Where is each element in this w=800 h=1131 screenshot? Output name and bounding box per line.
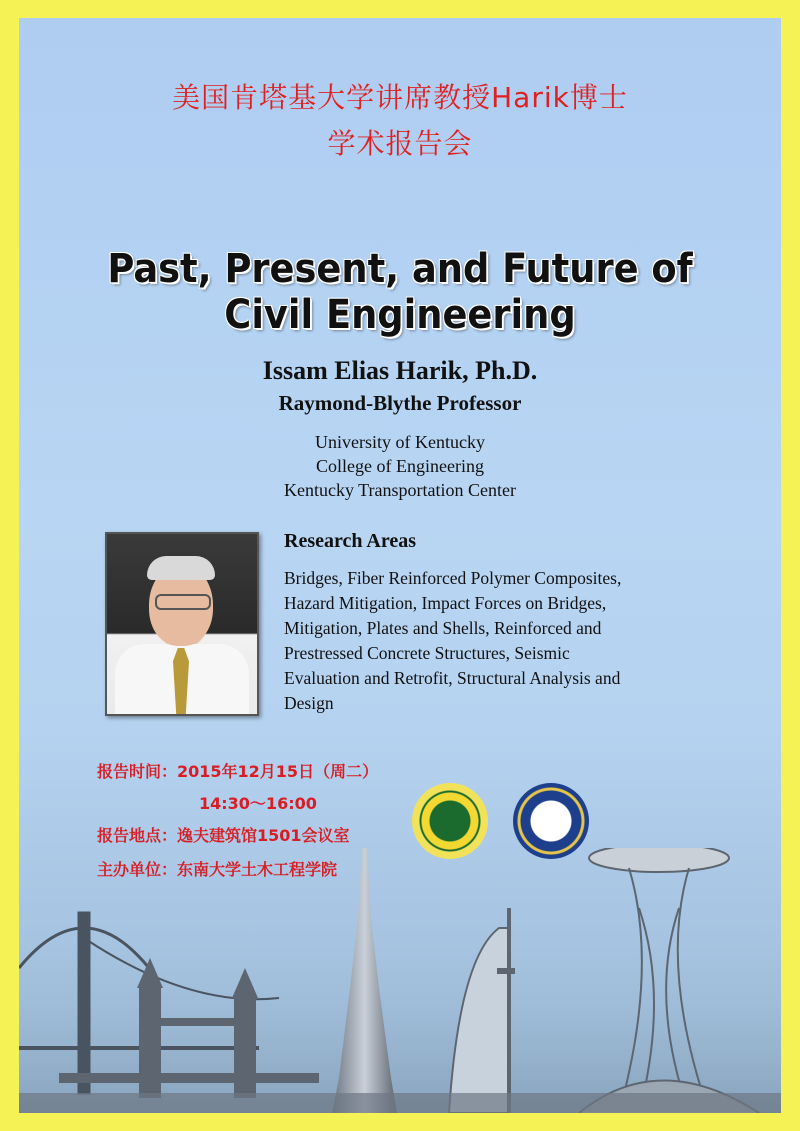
research-areas-heading: Research Areas (284, 530, 417, 552)
research-line: Mitigation, Plates and Shells, Reinforced and (284, 618, 602, 638)
affiliation-line-1: University of Kentucky (315, 432, 485, 452)
chinese-title-line-1: 美国肯塔基大学讲席教授Harik博士 (172, 81, 628, 114)
event-organizer: 主办单位：东南大学土木工程学院 (97, 860, 338, 879)
research-line: Evaluation and Retrofit, Structural Analysis and (284, 668, 621, 688)
chinese-title-line-2: 学术报告会 (327, 127, 473, 160)
event-time: 报告时间：2015年12月15日（周二） (97, 762, 379, 781)
research-line: Bridges, Fiber Reinforced Polymer Composites, (284, 568, 622, 588)
research-areas-text (284, 566, 704, 716)
research-line: Prestressed Concrete Structures, Seismic (284, 643, 570, 663)
event-location: 报告地点：逸夫建筑馆1501会议室 (97, 826, 350, 845)
speaker-position: Raymond-Blythe Professor (278, 391, 522, 415)
ground-band (19, 1093, 781, 1113)
speaker-name: Issam Elias Harik, Ph.D. (262, 356, 538, 385)
research-line: Hazard Mitigation, Impact Forces on Bridges, (284, 593, 607, 613)
english-title-line-1: Past, Present, and Future of (107, 246, 693, 292)
event-time-range: 14:30～16:00 (199, 794, 317, 813)
landmarks-illustration (19, 848, 781, 1113)
affiliation-line-2: College of Engineering (316, 456, 484, 476)
speaker-photo (105, 532, 259, 716)
poster (19, 18, 781, 1113)
research-line: Design (284, 693, 334, 713)
affiliation-line-3: Kentucky Transportation Center (284, 480, 516, 500)
english-title-line-2: Civil Engineering (224, 292, 576, 338)
